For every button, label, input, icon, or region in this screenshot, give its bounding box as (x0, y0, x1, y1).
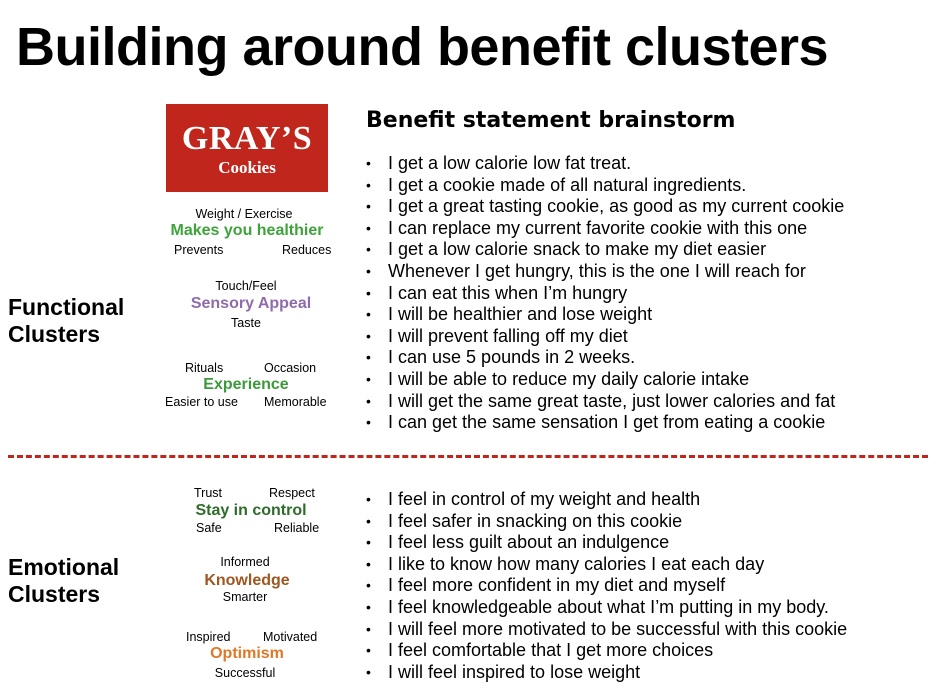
benefit-item: • I feel less guilt about an indulgence (366, 532, 847, 554)
benefit-item: • I like to know how many calories I eat each day (366, 554, 847, 576)
cluster-label-prevents: Prevents (174, 243, 224, 257)
benefit-item: • I feel safer in snacking on this cookie (366, 511, 847, 533)
benefit-item: • I can replace my current favorite cookie with this one (366, 218, 844, 240)
benefit-item: • I get a great tasting cookie, as good as my current cookie (366, 196, 844, 218)
emotional-benefit-list (366, 489, 847, 683)
brainstorm-heading: Benefit statement brainstorm (366, 108, 736, 133)
emotional-heading-line2: Clusters (8, 581, 101, 607)
cluster-experience: Experience (203, 376, 289, 393)
emotional-clusters-heading (8, 554, 119, 608)
cluster-knowledge: Knowledge (204, 572, 290, 589)
grays-cookies-logo (166, 104, 328, 192)
cluster-label-respect: Respect (269, 486, 315, 500)
benefit-item: • I will be able to reduce my daily calorie intake (366, 369, 844, 391)
benefit-item: • I get a low calorie snack to make my diet easier (366, 239, 844, 261)
functional-heading-line1: Functional (8, 294, 125, 320)
benefit-item: • I feel comfortable that I get more choices (366, 640, 847, 662)
benefit-item: • I feel knowledgeable about what I’m putting in my body. (366, 597, 847, 619)
page-title: Building around benefit clusters (16, 17, 829, 77)
cluster-optimism: Optimism (210, 645, 284, 662)
cluster-label-easier-to-use: Easier to use (165, 395, 238, 409)
cluster-label-successful: Successful (214, 666, 276, 680)
cluster-stay-in-control: Stay in control (195, 502, 307, 519)
benefit-item: • I get a cookie made of all natural ingredients. (366, 175, 844, 197)
cluster-label-rituals: Rituals (185, 361, 224, 375)
cluster-label-weight-exercise: Weight / Exercise (195, 207, 293, 221)
benefit-item: • Whenever I get hungry, this is the one I will reach for (366, 261, 844, 283)
logo-subtitle: Cookies (218, 158, 276, 177)
functional-clusters-heading (8, 294, 124, 348)
cluster-label-trust: Trust (194, 486, 223, 500)
cluster-label-touch-feel: Touch/Feel (215, 279, 277, 293)
benefit-item: • I will prevent falling off my diet (366, 326, 844, 348)
cluster-label-inspired: Inspired (186, 630, 231, 644)
benefit-item: • I can get the same sensation I get from eating a cookie (366, 412, 844, 434)
cluster-label-reduces: Reduces (282, 243, 332, 257)
benefit-item: • I get a low calorie low fat treat. (366, 153, 844, 175)
cluster-label-reliable: Reliable (274, 521, 320, 535)
benefit-item: • I feel in control of my weight and health (366, 489, 847, 511)
cluster-sensory-appeal: Sensory Appeal (190, 295, 312, 312)
benefit-item: • I will feel more motivated to be successful with this cookie (366, 619, 847, 641)
benefit-item: • I can eat this when I’m hungry (366, 283, 844, 305)
cluster-label-motivated: Motivated (263, 630, 318, 644)
functional-heading-line2: Clusters (8, 321, 101, 347)
benefit-item: • I will get the same great taste, just lower calories and fat (366, 391, 844, 413)
benefit-item: • I will be healthier and lose weight (366, 304, 844, 326)
functional-benefit-list (366, 153, 844, 434)
benefit-item: • I can use 5 pounds in 2 weeks. (366, 347, 844, 369)
logo-wordmark: GRAY’S (181, 120, 313, 157)
benefit-item: • I will feel inspired to lose weight (366, 662, 847, 684)
cluster-label-safe: Safe (196, 521, 222, 535)
cluster-makes-you-healthier: Makes you healthier (170, 222, 324, 239)
emotional-heading-line1: Emotional (8, 554, 120, 580)
section-divider (8, 455, 928, 458)
benefit-item: • I feel more confident in my diet and myself (366, 575, 847, 597)
cluster-label-taste: Taste (231, 316, 261, 330)
cluster-label-informed: Informed (220, 555, 270, 569)
cluster-label-smarter: Smarter (222, 590, 268, 604)
cluster-label-occasion: Occasion (264, 361, 317, 375)
cluster-label-memorable: Memorable (264, 395, 327, 409)
